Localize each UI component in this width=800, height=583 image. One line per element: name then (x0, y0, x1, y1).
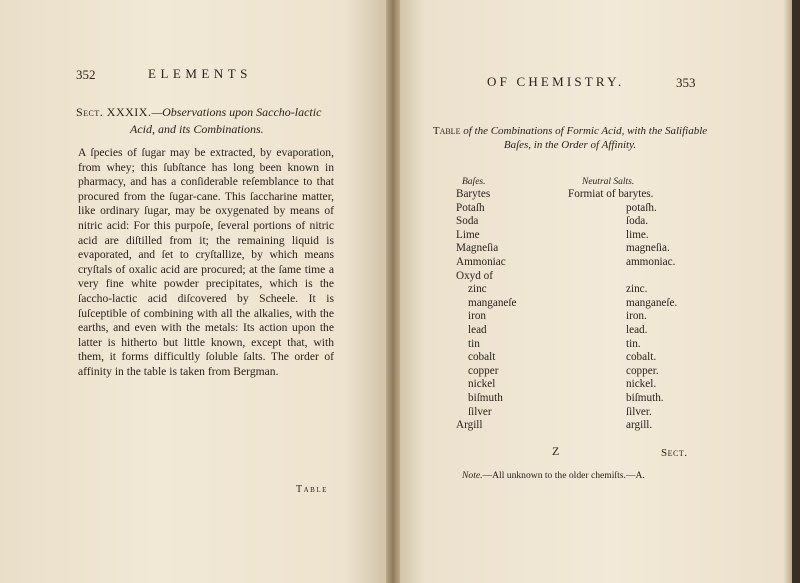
salt-cell: manganeſe. (626, 296, 678, 309)
base-cell: zinc (468, 283, 487, 296)
table-title (430, 124, 710, 152)
running-head-right: OF CHEMISTRY. (487, 74, 625, 89)
salt-cell: copper. (626, 364, 659, 377)
page-edge (784, 0, 792, 583)
base-cell: Oxyd of (456, 269, 493, 282)
base-cell: copper (468, 364, 499, 377)
footnote (462, 470, 645, 481)
base-cell: ſilver (468, 405, 492, 418)
base-cell: cobalt (468, 351, 496, 364)
base-cell: manganeſe (468, 296, 517, 309)
page-number-right: 353 (676, 75, 696, 90)
base-cell: lead (468, 324, 487, 336)
column-header-bases: Baſes. (462, 177, 486, 187)
base-cell: Lime (456, 228, 480, 241)
body-paragraph: A ſpecies of ſugar may be extracted, by evaporation, from whey; this ſubſtance has long been known in pharmacy, and has a conſiderable reſemblance to that procured from the ſugar-cane. This ſaccharine matter, like ordinary ſugar, may be oxygenated by means of nitric acid: For this purpoſe, ſeveral portions of nitric acid are diſtilled from it; the remaining liquid is evaporated, and ſet to cryſtallize, by which means cryſtals of oxalic acid are procured; at the ſame time a very fine white powder precipitates, which is the ſaccho-lactic acid diſcovered by Scheele. It is ſuſceptible of combining with all the alkalies, with the earths, and even with the metals: Its action upon the latter is hitherto but little known, except that, with them, it forms difficultly ſoluble ſalts. The order of affinity in the table is taken from Bergman. (78, 146, 334, 378)
salt-cell: ammoniac. (626, 256, 676, 268)
running-head-left: ELEMENTS (148, 66, 252, 81)
page-number-left: 352 (76, 67, 96, 82)
salt-cell: biſmuth. (626, 392, 664, 404)
salt-cell: ſoda. (626, 215, 649, 228)
base-cell: biſmuth (468, 392, 503, 404)
catchword-right: Sect. (661, 447, 688, 459)
salt-cell: tin. (626, 337, 641, 350)
base-cell: iron (468, 310, 487, 323)
left-page (0, 0, 392, 583)
base-cell: Magneſia (456, 242, 499, 255)
salt-cell: argill. (626, 419, 653, 432)
base-cell: nickel (468, 378, 496, 391)
base-cell: Potaſh (456, 201, 485, 214)
section-label: Sect. XXXIX. (76, 105, 152, 119)
column-header-salts: Neutral Salts. (582, 177, 635, 187)
salt-cell: nickel. (626, 378, 657, 391)
base-cell: Ammoniac (456, 256, 506, 268)
footnote-text: —All unknown to the older chemiſts.—A. (482, 470, 645, 481)
section-title-line2: Acid, and its Combinations. (130, 122, 264, 136)
salt-cell: Formiat of barytes. (568, 188, 654, 200)
section-title (76, 104, 336, 138)
salt-cell: lead. (626, 324, 648, 336)
salt-cell: potaſh. (626, 201, 657, 214)
signature-mark: Z (552, 444, 560, 458)
salt-cell: lime. (626, 228, 649, 241)
base-cell: Argill (456, 419, 483, 432)
salt-cell: iron. (626, 310, 647, 323)
base-cell: Soda (456, 215, 479, 228)
salt-cell: ſilver. (626, 405, 652, 418)
table-title-rest: of the Combinations of Formic Acid, with the Salifiable Baſes, in the Order of Affinity. (463, 125, 708, 151)
catchword-left: Table (296, 484, 328, 495)
table-title-lead: Table (432, 125, 461, 137)
footnote-label: Note. (462, 470, 483, 481)
book-gutter (386, 0, 400, 583)
section-title-line1: —Observations upon Saccho-lactic (151, 105, 322, 119)
base-cell: Barytes (456, 188, 491, 200)
salt-cell: zinc. (626, 283, 648, 296)
salt-cell: cobalt. (626, 351, 657, 364)
salt-cell: magneſia. (626, 242, 670, 255)
base-cell: tin (468, 337, 480, 350)
